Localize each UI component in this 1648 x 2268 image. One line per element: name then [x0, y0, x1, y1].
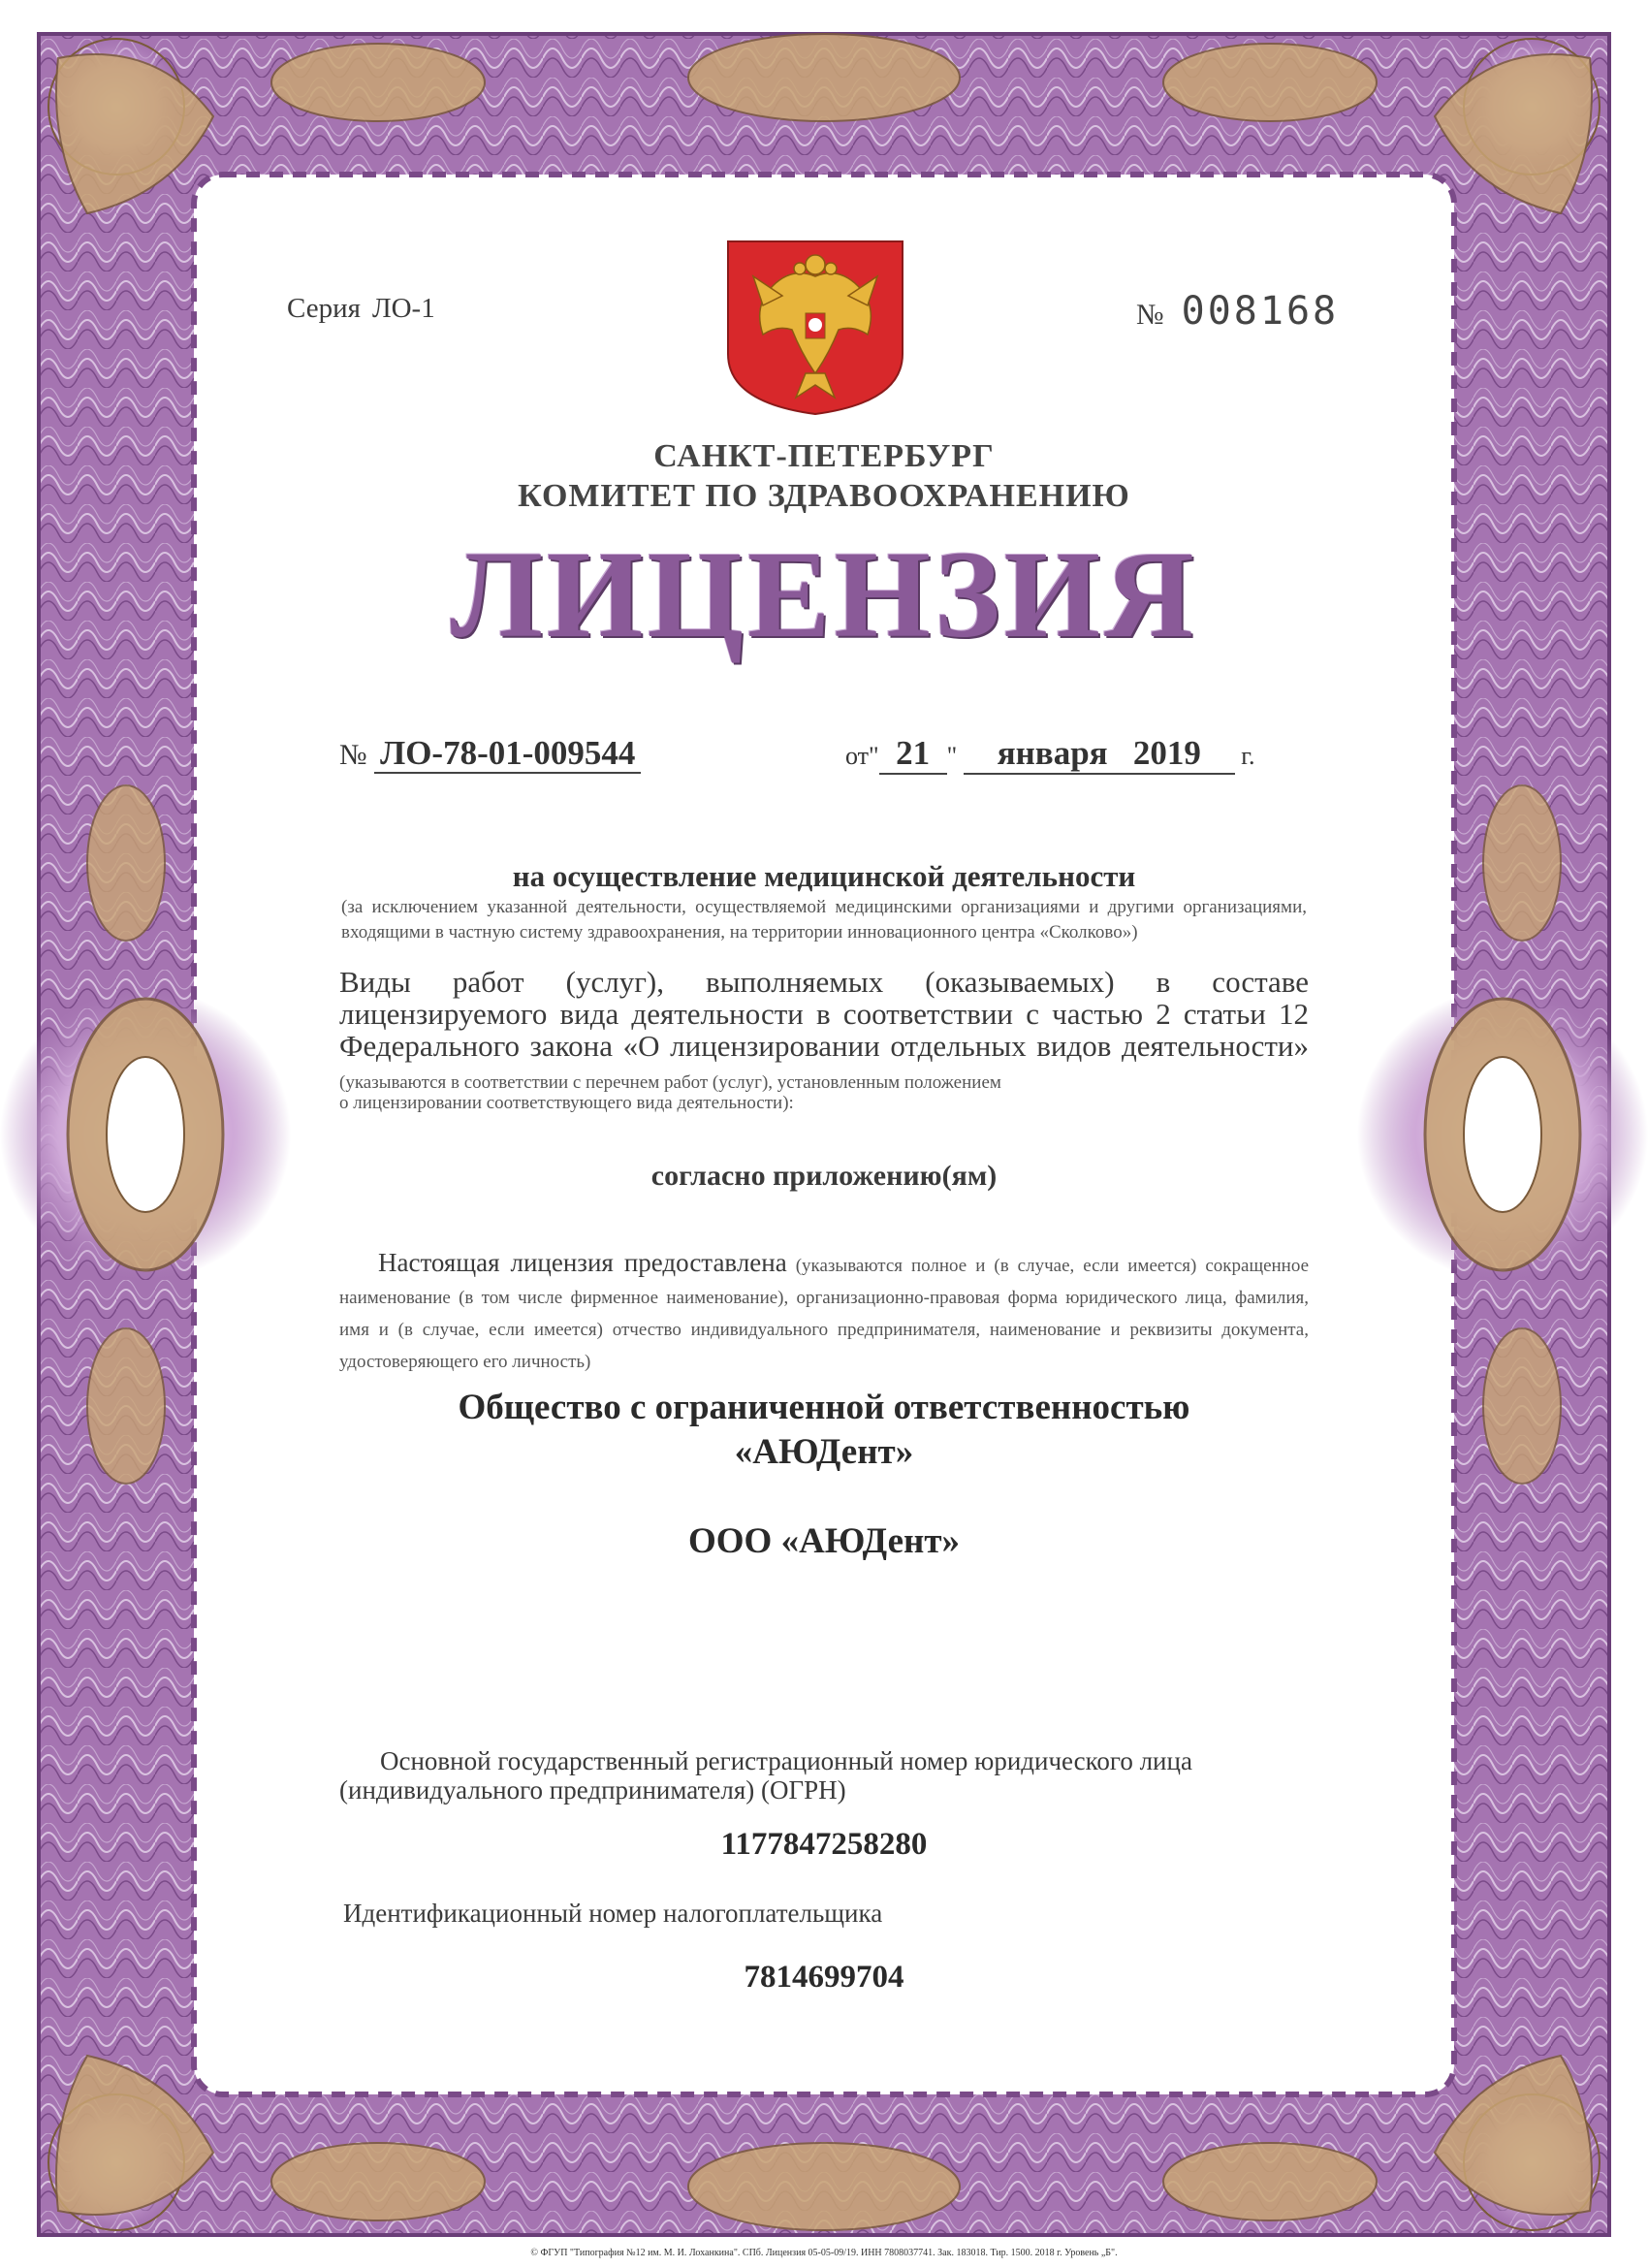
- granted-to: [339, 1247, 1309, 1378]
- blank-number-value: 008168: [1181, 289, 1340, 334]
- page-title: ЛИЦЕНЗИЯ: [450, 526, 1198, 663]
- ogrn-label-line-2: (индивидуального предпринимателя) (ОГРН): [339, 1775, 846, 1805]
- kinds-main: Виды работ (услуг), выполняемых (оказываемых) в составе лицензируемого вида деятельности в соответствии с частью 2 статьи 12 Федерального закона «О лицензировании отдельных видов деятельности»: [339, 965, 1309, 1063]
- date-close-quote: ": [946, 742, 958, 770]
- activity-note: (за исключением указанной деятельности, осуществляемой медицинскими организациями и другими организациями, входящими в частную систему здравоохранения, на территории инновационного центра «Сколково»): [341, 897, 1307, 942]
- coat-of-arms-emblem: [724, 238, 906, 416]
- series-value: ЛО-1: [371, 293, 435, 324]
- organization-short-name: ООО «АЮДент»: [687, 1521, 960, 1561]
- activity-heading: на осуществление медицинской деятельности: [512, 859, 1136, 893]
- license-number-row: [339, 734, 641, 773]
- date-prefix: от: [845, 742, 870, 770]
- granted-note: (указываются полное и (в случае, если имеется) сокращенное наименование (в том числе фирменное наименование), организационно-правовая форма юридического лица, фамилия, имя и (в случае, если имеется) отчество индивидуального предпринимателя, наименование и реквизиты документа, удостоверяющего его личность): [339, 1256, 1310, 1372]
- inn-value: 7814699704: [744, 1960, 904, 1995]
- org-full-line-2: «АЮДент»: [734, 1432, 914, 1472]
- authority-heading: КОМИТЕТ ПО ЗДРАВООХРАНЕНИЮ: [518, 478, 1130, 514]
- license-number: ЛО-78-01-009544: [374, 734, 641, 774]
- blank-number-sign: №: [1136, 299, 1164, 331]
- kinds-note: (указываются в соответствии с перечнем работ (услуг), установленным положением: [339, 1072, 1001, 1093]
- blank-number: [1136, 289, 1339, 334]
- annex-reference: согласно приложению(ям): [650, 1160, 998, 1192]
- city-heading: САНКТ-ПЕТЕРБУРГ: [653, 438, 995, 474]
- date-suffix: г.: [1241, 742, 1255, 770]
- ogrn-label-line-1: Основной государственный регистрационный номер юридического лица: [380, 1746, 1192, 1775]
- license-date-row: [845, 734, 1255, 775]
- kinds-of-works: [339, 966, 1309, 1099]
- printer-footer: © ФГУП "Типография №12 им. М. И. Лоханкина". СПб. Лицензия 05-05-09/19. ИНН 7808037741. Зак. 183018. Тир. 1500. 2018 г. Уровень „Б".: [530, 2248, 1118, 2258]
- ogrn-label: [339, 1746, 1309, 1805]
- inn-label: Идентификационный номер налогоплательщика: [343, 1899, 883, 1928]
- org-full-line-1: Общество с ограниченной ответственностью: [458, 1388, 1190, 1427]
- series-label: [287, 293, 435, 325]
- granted-main: Настоящая лицензия предоставлена: [378, 1248, 787, 1277]
- date-day: 21: [879, 734, 947, 775]
- license-number-sign: №: [339, 739, 367, 771]
- series-label-text: Серия: [287, 293, 361, 324]
- date-open-quote: ": [869, 742, 879, 770]
- date-month-year: января 2019: [964, 734, 1235, 775]
- organization-full-name: [339, 1386, 1309, 1475]
- kinds-note-2: о лицензировании соответствующего вида деятельности):: [339, 1093, 794, 1113]
- ogrn-value: 1177847258280: [720, 1827, 928, 1862]
